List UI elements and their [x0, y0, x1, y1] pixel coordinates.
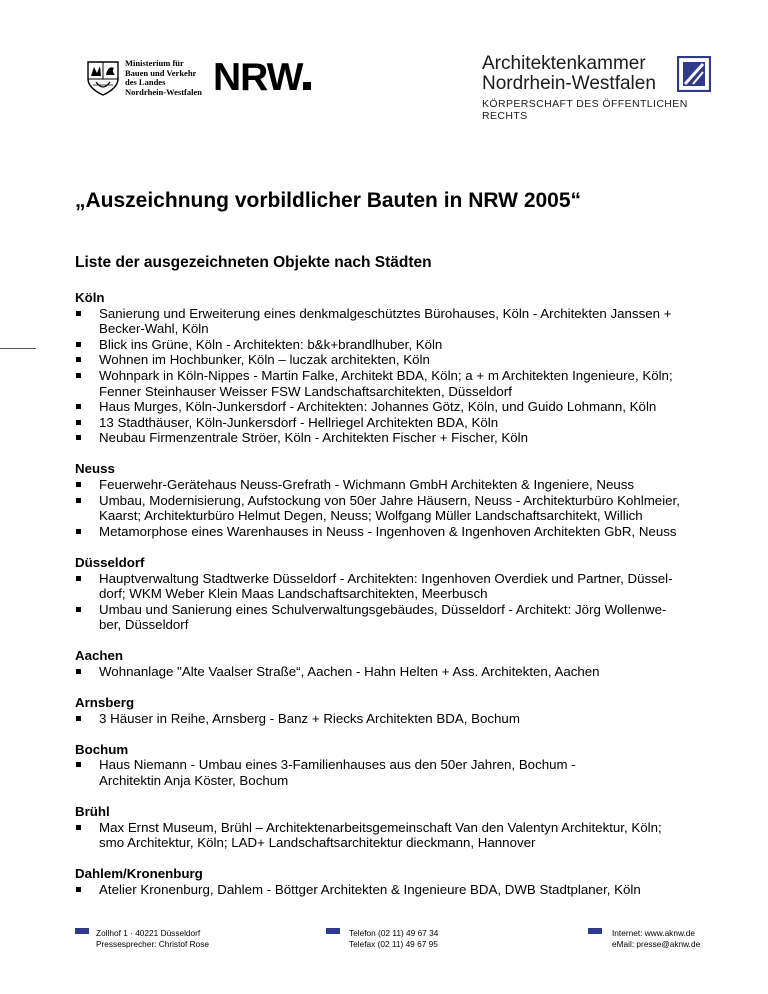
- bullet-icon: [76, 482, 81, 487]
- bullet-icon: [76, 420, 81, 425]
- bullet-icon: [76, 576, 81, 581]
- document-subtitle: Liste der ausgezeichneten Objekte nach Städten: [75, 254, 432, 271]
- list-item: Sanierung und Erweiterung eines denkmalgeschütztes Bürohauses, Köln - Architekten Janssen + Becker-Wahl, Köln: [75, 306, 725, 337]
- bullet-icon: [76, 825, 81, 830]
- list-item: Blick ins Grüne, Köln - Architekten: b&k+brandlhuber, Köln: [75, 337, 725, 353]
- bullet-icon: [76, 669, 81, 674]
- city-block-arnsberg: [75, 695, 725, 726]
- list-item: Haus Murges, Köln-Junkersdorf - Architekten: Johannes Götz, Köln, und Guido Lohmann, Köln: [75, 399, 725, 415]
- document-title: „Auszeichnung vorbildlicher Bauten in NRW 2005“: [75, 189, 582, 212]
- bullet-icon: [76, 607, 81, 612]
- bullet-icon: [76, 498, 81, 503]
- city-name: Köln: [75, 290, 105, 305]
- ministry-name: Ministerium für Bauen und Verkehr des Landes Nordrhein-Westfalen: [125, 58, 202, 97]
- city-block-bochum: [75, 742, 725, 789]
- chamber-name-line1: Architektenkammer: [482, 53, 646, 74]
- nrw-logo-dot: [303, 82, 311, 90]
- bullet-icon: [76, 357, 81, 362]
- bullet-icon: [76, 887, 81, 892]
- bullet-icon: [76, 529, 81, 534]
- list-item: Haus Niemann - Umbau eines 3-Familienhauses aus den 50er Jahren, Bochum - Architektin Anja Köster, Bochum: [75, 757, 725, 788]
- city-block-neuss: [75, 461, 725, 539]
- nrw-coat-of-arms-icon: [85, 59, 121, 97]
- city-name: Bochum: [75, 741, 129, 757]
- footer-address: Zollhof 1 · 40221 Düsseldorf Pressesprecher: Christof Rose: [96, 928, 209, 949]
- chamber-name-line2: Nordrhein-Westfalen: [482, 73, 656, 94]
- nrw-logo: NRW: [213, 58, 311, 98]
- city-name: Aachen: [75, 648, 124, 664]
- list-item: Wohnanlage "Alte Vaalser Straße“, Aachen - Hahn Helten + Ass. Architekten, Aachen: [75, 664, 725, 680]
- bullet-icon: [76, 373, 81, 378]
- city-name: Arnsberg: [75, 695, 135, 711]
- city-name: Neuss: [75, 461, 115, 477]
- ministry-logo: [85, 58, 215, 98]
- city-block-dahlem: [75, 866, 725, 897]
- list-item: Feuerwehr-Gerätehaus Neuss-Grefrath - Wichmann GmbH Architekten & Ingeniere, Neuss: [75, 477, 725, 493]
- list-item: Max Ernst Museum, Brühl – Architektenarbeitsgemeinschaft Van den Valentyn Architektur, Köln; smo Architektur, Köln; LAD+ Landschaftsarchitektur dieckmann, Hannover: [75, 820, 725, 851]
- list-item: Wohnpark in Köln-Nippes - Martin Falke, Architekt BDA, Köln; a + m Architekten Ingenieure, Köln; Fenner Steinhauser Weisser FSW Landschaftsarchitekten, Düsseldorf: [75, 368, 725, 399]
- footer-mark-icon: [326, 928, 340, 934]
- chamber-subtitle: KÖRPERSCHAFT DES ÖFFENTLICHEN RECHTS: [482, 98, 688, 122]
- bullet-icon: [76, 311, 81, 316]
- list-item: Umbau und Sanierung eines Schulverwaltungsgebäudes, Düsseldorf - Architekt: Jörg Wollenwe- ber, Düsseldorf: [75, 602, 725, 633]
- city-block-aachen: [75, 648, 725, 679]
- chamber-emblem-icon: [677, 56, 711, 92]
- list-item: Hauptverwaltung Stadtwerke Düsseldorf - Architekten: Ingenhoven Overdiek und Partner, Düssel- dorf; WKM Weber Klein Maas Landschaftsarchitekten, Meerbusch: [75, 571, 725, 602]
- footer-mark-icon: [588, 928, 602, 934]
- city-block-duesseldorf: [75, 555, 725, 633]
- city-block-koeln: [75, 290, 725, 446]
- list-item: 3 Häuser in Reihe, Arnsberg - Banz + Riecks Architekten BDA, Bochum: [75, 711, 725, 727]
- list-item: Umbau, Modernisierung, Aufstockung von 50er Jahre Häusern, Neuss - Architekturbüro Kohlmeier, Kaarst; Architekturbüro Helmut Degen, Neuss; Wolfgang Müller Landschaftsarchitekt, Willich: [75, 493, 725, 524]
- list-item: Wohnen im Hochbunker, Köln – luczak architekten, Köln: [75, 352, 725, 368]
- footer-phone: Telefon (02 11) 49 67 34 Telefax (02 11) 49 67 95: [349, 928, 439, 949]
- list-item: Neubau Firmenzentrale Ströer, Köln - Architekten Fischer + Fischer, Köln: [75, 430, 725, 446]
- list-item: Metamorphose eines Warenhauses in Neuss - Ingenhoven & Ingenhoven Architekten GbR, Neuss: [75, 524, 725, 540]
- bullet-icon: [76, 716, 81, 721]
- city-block-bruehl: [75, 804, 725, 851]
- bullet-icon: [76, 404, 81, 409]
- chamber-logo: [482, 53, 712, 122]
- city-name: Dahlem/Kronenburg: [75, 866, 203, 882]
- bullet-icon: [76, 435, 81, 440]
- city-name: Brühl: [75, 804, 110, 820]
- city-list: [75, 290, 725, 913]
- fold-mark: [0, 348, 36, 349]
- list-item: 13 Stadthäuser, Köln-Junkersdorf - Hellriegel Architekten BDA, Köln: [75, 415, 725, 431]
- bullet-icon: [76, 342, 81, 347]
- bullet-icon: [76, 762, 81, 767]
- footer-mark-icon: [75, 928, 89, 934]
- footer-contact: Internet: www.aknw.de eMail: presse@aknw.de: [612, 928, 701, 949]
- list-item: Atelier Kronenburg, Dahlem - Böttger Architekten & Ingenieure BDA, DWB Stadtplaner, Köln: [75, 882, 725, 898]
- city-name: Düsseldorf: [75, 554, 145, 570]
